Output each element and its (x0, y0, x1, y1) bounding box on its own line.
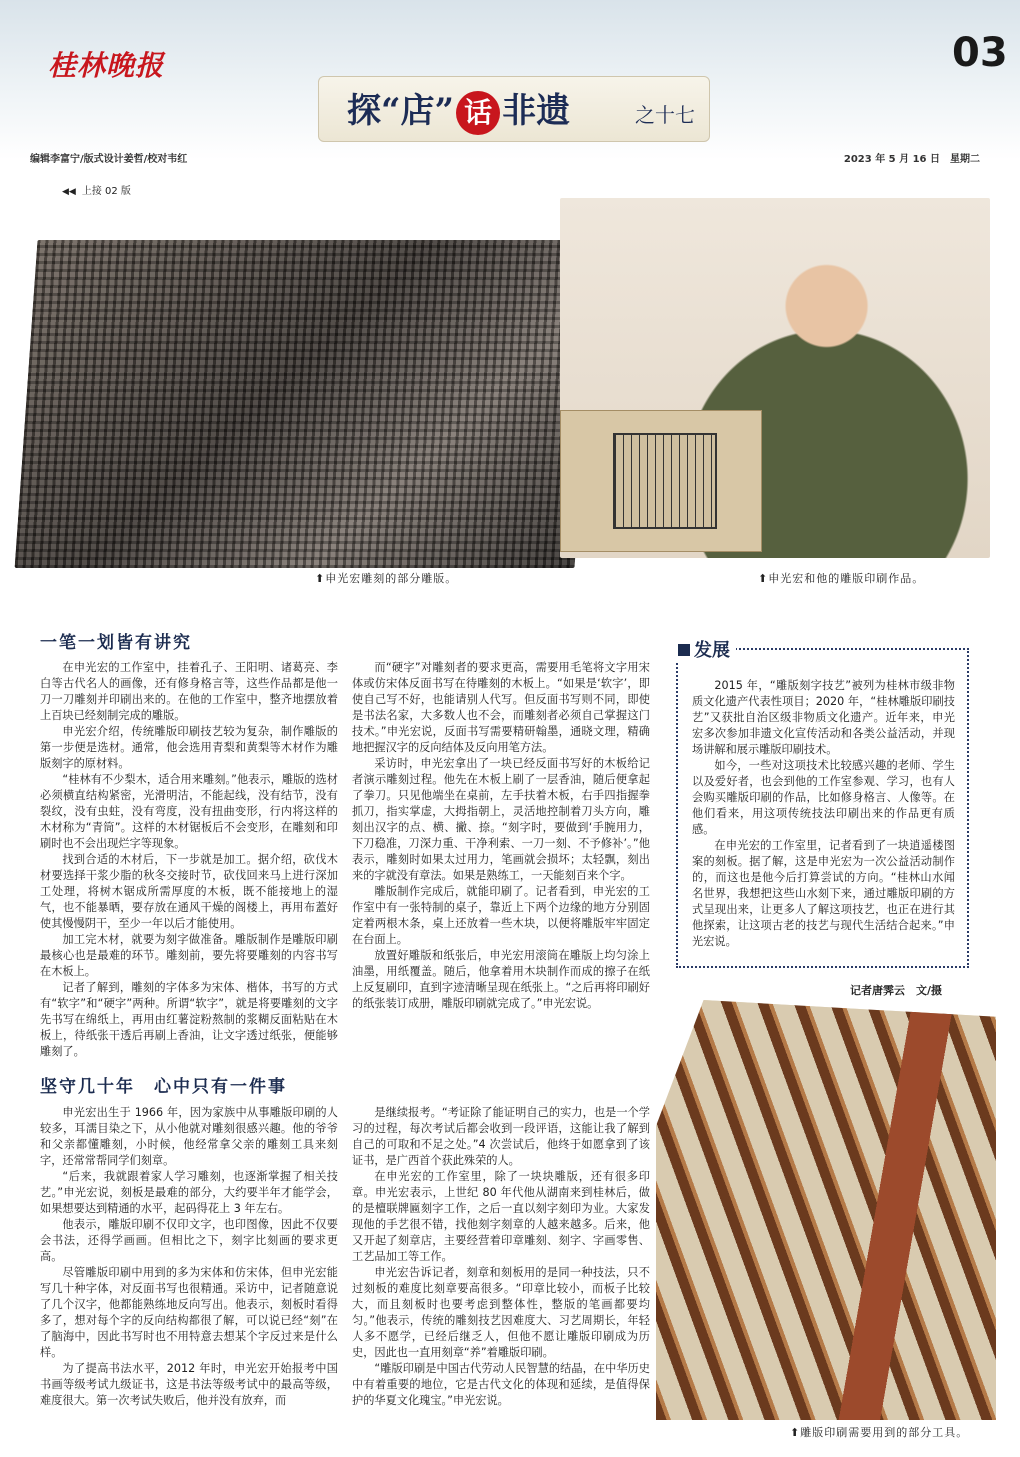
paragraph: 他表示，雕版印刷不仅印文字，也印图像，因此不仅要会书法，还得学画画。但相比之下，刻字比刻画的要求更高。 (40, 1218, 338, 1263)
series-title-right: 非遗 (502, 91, 571, 131)
development-sidebar (676, 648, 969, 968)
paragraph: 在申光宏的工作室里，记者看到了一块逍遥楼图案的刻板。据了解，这是申光宏为一次公益活动制作的，而这也是他今后打算尝试的方向。“桂林山水闻名世界，我想把这些山水刻下来，通过雕版印刷的方式呈现出来，让更多人了解这项技艺，也正在进行其他探索，让这项古老的技艺与现代生活结合起来。”申光宏说。 (692, 839, 955, 948)
section2-column-1 (40, 1105, 338, 1409)
series-index: 之十七 (635, 103, 695, 127)
paragraph: “雕版印刷是中国古代劳动人民智慧的结晶，在中华历史中有着重要的地位，它是古代文化的体现和延续，是值得保护的华夏文化瑰宝。”申光宏说。 (352, 1362, 650, 1407)
caption-text: 雕版印刷需要用到的部分工具。 (800, 1426, 969, 1439)
back-arrow-icon: ◀◀ (62, 187, 76, 197)
caption-text: 申光宏雕刻的部分雕版。 (325, 572, 458, 585)
paragraph: 申光宏介绍，传统雕版印刷技艺较为复杂，制作雕版的第一步便是选材。通常，他会选用青梨和黄梨等木材作为雕版刻字的原材料。 (40, 725, 338, 770)
printed-sheet-photo (560, 410, 762, 552)
caption-text: 申光宏和他的雕版印刷作品。 (768, 572, 925, 585)
paragraph: 雕版制作完成后，就能印刷了。记者看到，申光宏的工作室中有一张特制的桌子，靠近上下两个边缘的地方分别固定着两根木条，桌上还放着一些木块，以便将雕版牢牢固定在台面上。 (352, 885, 650, 946)
series-title-seal: 话 (456, 91, 500, 135)
paragraph: 在申光宏的工作室里，除了一块块雕版，还有很多印章。申光宏表示，上世纪 80 年代他从湖南来到桂林后，做的是檀联牌匾刻字工作，之后一直以刻字刻印为业。大家发现他的手艺很不错，找他刻字刻章的人越来越多。后来，他又开起了刻章店，主要经营着印章雕刻、刻字、字画零售、工艺品加工等工作。 (352, 1170, 650, 1263)
paragraph: 在申光宏的工作室中，挂着孔子、王阳明、诸葛亮、李白等古代名人的画像，还有修身格言等，这些作品都是他一刀一刀雕刻并印刷出来的。在他的工作室中，整齐地摆放着上百块已经刻制完成的雕版。 (40, 661, 338, 722)
square-bullet-icon (678, 644, 690, 656)
continued-from (62, 182, 131, 197)
paragraph: 找到合适的木材后，下一步就是加工。据介绍，砍伐木材要选择干浆少脂的秋冬交接时节，砍伐回来马上进行深加工处理，将树木锯成所需厚度的木板，既不能接地上的湿气，也不能暴晒，要存放在通风干燥的阁楼上，再用布蓋好使其慢慢阴干，至少一年以后才能使用。 (40, 853, 338, 930)
caption-portrait: ⬆申光宏和他的雕版印刷作品。 (758, 572, 925, 585)
sidebar-body (692, 678, 955, 950)
paragraph: 申光宏告诉记者，刻章和刻板用的是同一种技法，只不过刻板的难度比刻章要高很多。“印章比较小，而板子比较大，而且刻板时也要考虑到整体性，整版的笔画都要均匀。”他表示，传统的雕刻技艺因难度大、习艺周期长，年轻人多不愿学，已经后继乏人，但他不愿让雕版印刷成为历史，因此也一直用刻章“养”着雕版印刷。 (352, 1266, 650, 1359)
section-heading-2: 坚守几十年 心中只有一件事 (40, 1077, 287, 1097)
paragraph: 记者了解到，雕刻的字体多为宋体、楷体，书写的方式有“软字”和“硬字”两种。所谓“软字”，就是将要雕刻的文字先书写在绵纸上，再用由红薯淀粉熬制的浆糊反面粘贴在木板上，待纸张干透后再刷上香油，让文字透过纸张，便能够雕刻了。 (40, 981, 338, 1058)
caption-woodblocks: ⬆申光宏雕刻的部分雕版。 (315, 572, 458, 585)
series-title-left: 探“店” (347, 91, 455, 131)
paragraph: 放置好雕版和纸张后，申光宏用滚筒在雕版上均匀涂上油墨，用纸覆盖。随后，他拿着用木块制作而成的擦子在纸上反复刷印，直到字迹清晰呈现在纸张上。“之后再将印刷好的纸张装订成册，雕版印刷就完成了。”申光宏说。 (352, 949, 650, 1010)
paragraph: 加工完木材，就要为刻字做准备。雕版制作是雕版印刷最核心也是最难的环节。雕刻前，要先将要雕刻的内容书写在木板上。 (40, 933, 338, 978)
caption-tools: ⬆雕版印刷需要用到的部分工具。 (790, 1426, 969, 1439)
paragraph: “后来，我就跟着家人学习雕刻，也逐渐掌握了相关技艺。”申光宏说，刻板是最难的部分，大约要半年才能学会，如果想要达到精通的水平，起码得花上 3 年左右。 (40, 1170, 338, 1215)
carving-tools-photo (656, 1000, 996, 1420)
paragraph: 为了提高书法水平，2012 年时，申光宏开始报考中国书画等级考试九级证书，这是书法等级考试中的最高等级，难度很大。第一次考试失败后，他并没有放弃，而 (40, 1362, 338, 1407)
sidebar-title-text: 发展 (694, 640, 730, 661)
paragraph: “桂林有不少梨木，适合用来雕刻。”他表示，雕版的选材必须横直结构紧密，光滑明洁，不能起线，没有结节，没有裂纹，没有虫蛀，没有弯度，没有扭曲变形，行内将这样的木材称为“青筒”。这样的木材锯板后不会变形，在雕刻和印刷时也不会出现烂字等现象。 (40, 773, 338, 850)
editor-credits: 编辑李富宁/版式设计姜哲/校对韦红 (30, 154, 188, 165)
paragraph: 是继续报考。“考证除了能证明自己的实力，也是一个学习的过程，每次考试后都会收到一段评语，这能让我了解到自己的可取和不足之处。”4 次尝试后，他终于如愿拿到了该证书，是广西首个获此殊荣的人。 (352, 1106, 650, 1167)
printed-text-grid (613, 433, 717, 529)
section-heading-1: 一笔一划皆有讲究 (40, 633, 192, 653)
paragraph: 申光宏出生于 1966 年，因为家族中从事雕版印刷的人较多，耳濡目染之下，从小他就对雕刻很感兴趣。他的爷爷和父亲都懂雕刻，小时候，他经常拿父亲的雕刻工具来刻字，还常常帮同学们刻章。 (40, 1106, 338, 1167)
page-number: 03 (952, 30, 1008, 76)
paragraph: 尽管雕版印刷中用到的多为宋体和仿宋体，但申光宏能写几十种字体，对反面书写也很精通。采访中，记者随意说了几个汉字，他都能熟练地反向写出。他表示，刻板时看得多了，想对每个字的反向结构都很了解，可以说已经“刻”在了脑海中，因此书写时也不用特意去想某个字反过来是什么样。 (40, 1266, 338, 1359)
paragraph: 2015 年，“雕版刻字技艺”被列为桂林市级非物质文化遗产代表性项目；2020 年，“桂林雕版印刷技艺”又获批自治区级非物质文化遗产。近年来，申光宏多次参加非遗文化宣传活动和各类公益活动，并现场讲解和展示雕版印刷技术。 (692, 679, 955, 756)
woodblocks-photo (15, 240, 598, 568)
paragraph: 如今，一些对这项技术比较感兴趣的老师、学生以及爱好者，也会到他的工作室参观、学习，也有人会购买雕版印刷的作品，比如修身格言、人像等。在他们看来，用这项传统技法印刷出来的作品更有质感。 (692, 759, 955, 836)
byline: 记者唐霁云 文/摄 (850, 984, 943, 997)
paragraph: 采访时，申光宏拿出了一块已经反面书写好的木板给记者演示雕刻过程。他先在木板上刷了一层香油，随后便拿起了拳刀。只见他端坐在桌前，左手扶着木板，右手四指握拳抓刀，指实掌虚，大拇指朝上，灵活地控制着刀头方向，雕刻出汉字的点、横、撇、捺。“刻字时，要做到‘手腕用力，下刀稳准，刀深力重、干净利索、一刀一刻、不予修补’。”他表示，雕刻时如果太过用力，笔画就会损坏；太轻飘，刻出来的字就没有章法。如果是熟练工，一天能刻百来个字。 (352, 757, 650, 882)
section1-column-1 (40, 660, 338, 1060)
series-title-banner (318, 76, 710, 142)
sidebar-title (672, 636, 736, 662)
section2-column-2 (352, 1105, 650, 1409)
continued-from-label: 上接 02 版 (81, 186, 131, 197)
series-title (347, 83, 570, 135)
section1-column-2 (352, 660, 650, 1012)
issue-date: 2023 年 5 月 16 日 星期二 (843, 154, 980, 165)
paragraph: 而“硬字”对雕刻者的要求更高，需要用毛笔将文字用宋体或仿宋体反面书写在待雕刻的木板上。“如果是‘软字’，即使自己写不好，也能请别人代写。但反面书写则不同，即使是书法名家，大多数人也不会，而雕刻者必须自己掌握这门技术。”申光宏说，反面书写需要精研翰墨，通晓文理，精确地把握汉字的反向结体及反向用笔方法。 (352, 661, 650, 754)
newspaper-logo: 桂林晚报 (48, 49, 165, 82)
